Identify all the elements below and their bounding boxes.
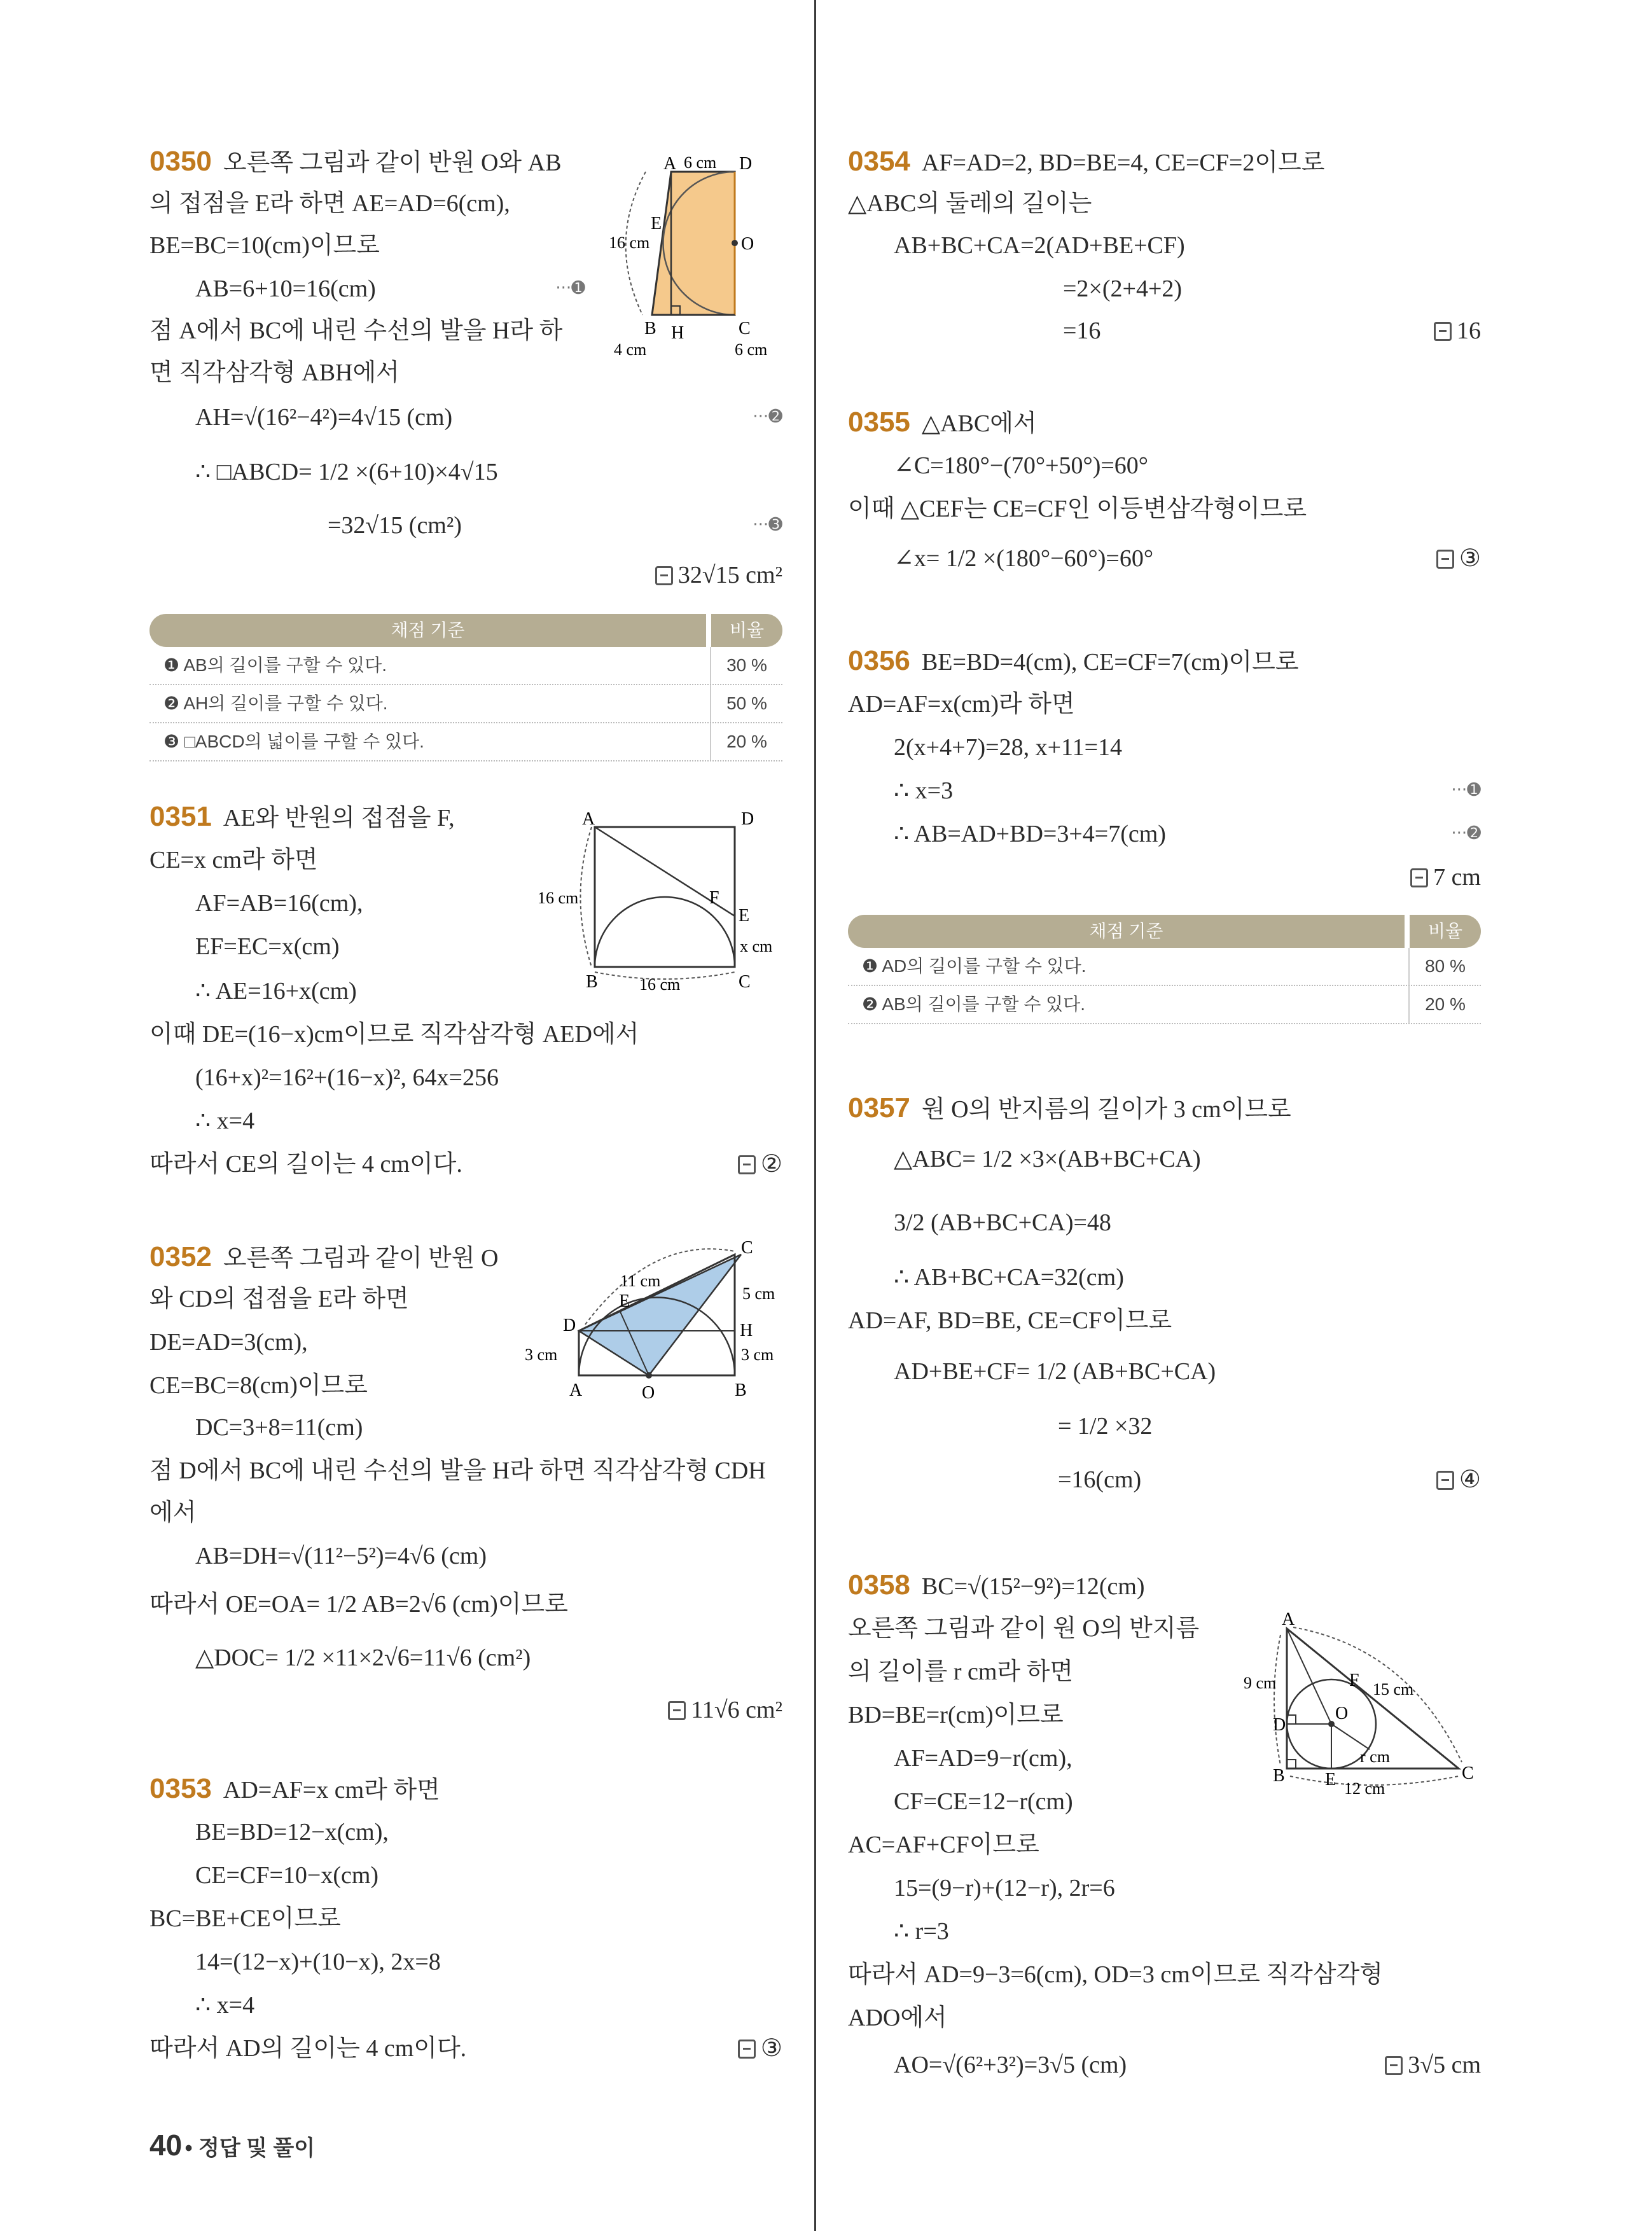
- text-line: 이때 DE=(16−x)cm이므로 직각삼각형 AED에서: [149, 1021, 639, 1048]
- label-left: 3 cm: [525, 1345, 558, 1364]
- label-F: F: [709, 888, 719, 908]
- label-E: E: [651, 214, 662, 233]
- label-O: O: [1335, 1704, 1349, 1723]
- problem-number: 0350: [149, 146, 212, 177]
- text-line: 따라서 CE의 길이는 4 cm이다.: [149, 1151, 462, 1178]
- text-line: CE=CF=10−x(cm): [195, 1862, 379, 1889]
- problem-number: 0355: [848, 407, 910, 438]
- text-line: CF=CE=12−r(cm): [894, 1788, 1073, 1815]
- text-line: AF=AB=16(cm),: [195, 890, 363, 917]
- text-line: ∴ AE=16+x(cm): [195, 978, 357, 1004]
- text-line: AF=AD=9−r(cm),: [894, 1745, 1072, 1772]
- label-r1: 5 cm: [742, 1284, 775, 1303]
- text-line: 오른쪽 그림과 같이 반원 O와 AB: [223, 149, 562, 176]
- text-line: 따라서 OE=OA= 1/2 AB=2√6 (cm)이므로: [149, 1591, 568, 1618]
- problem-number: 0351: [149, 801, 212, 832]
- problem-number: 0354: [848, 146, 910, 177]
- text-line: 점 D에서 BC에 내린 수선의 발을 H라 하면 직각삼각형 CDH: [149, 1457, 766, 1484]
- label-top: 11 cm: [620, 1272, 661, 1290]
- answer-icon: [738, 1155, 756, 1174]
- label-B: B: [735, 1380, 747, 1400]
- label-top: 6 cm: [684, 153, 717, 172]
- label-E: E: [739, 906, 750, 926]
- text-line: CE=x cm라 하면: [149, 847, 318, 873]
- text-line: AB=DH=√(11²−5²)=4√6 (cm): [195, 1543, 487, 1569]
- answer: ④: [1436, 1464, 1481, 1495]
- step-marker: ···➋: [753, 407, 782, 426]
- answer: 7 cm: [1410, 862, 1481, 893]
- table-header: 채점 기준: [848, 915, 1405, 948]
- text-line: =16: [1063, 317, 1101, 344]
- problem-number: 0353: [149, 1773, 212, 1804]
- label-A: A: [582, 809, 595, 829]
- text-line: △DOC= 1/2 ×11×2√6=11√6 (cm²): [195, 1644, 531, 1671]
- problem-number: 0358: [848, 1569, 910, 1601]
- label-hyp: 15 cm: [1373, 1680, 1414, 1699]
- step-marker: ···➊: [1451, 781, 1481, 800]
- text-line: CE=BC=8(cm)이므로: [149, 1372, 368, 1399]
- text-line: 의 접점을 E라 하면 AE=AD=6(cm),: [149, 190, 510, 217]
- page-number: 40: [149, 2129, 183, 2162]
- label-O: O: [741, 234, 754, 254]
- text-line: (16+x)²=16²+(16−x)², 64x=256: [195, 1064, 499, 1091]
- text-line: AD+BE+CF= 1/2 (AB+BC+CA): [894, 1358, 1216, 1385]
- label-A: A: [1282, 1609, 1295, 1629]
- label-E: E: [1325, 1770, 1336, 1790]
- table-row: ❶ AD의 길이를 구할 수 있다. 80 %: [848, 948, 1481, 986]
- label-bl: 4 cm: [614, 340, 647, 359]
- problem-number: 0357: [848, 1092, 910, 1123]
- text-line: 2(x+4+7)=28, x+11=14: [894, 734, 1123, 761]
- text-line: 오른쪽 그림과 같이 원 O의 반지름: [848, 1615, 1200, 1642]
- table-row: ❷ AB의 길이를 구할 수 있다. 20 %: [848, 986, 1481, 1024]
- table-row: ❷ AH의 길이를 구할 수 있다. 50 %: [149, 685, 782, 723]
- label-left: 16 cm: [538, 889, 579, 907]
- figure-0358: [1242, 1609, 1481, 1807]
- text-line: △ABC의 둘레의 길이는: [848, 190, 1092, 217]
- answer: ③: [1436, 543, 1481, 574]
- label-C: C: [739, 319, 751, 338]
- text-line: BC=BE+CE이므로: [149, 1905, 341, 1932]
- column-divider: [814, 0, 816, 2231]
- text-line: ∠C=180°−(70°+50°)=60°: [894, 452, 1149, 479]
- text-line: DE=AD=3(cm),: [149, 1329, 308, 1356]
- text-line: DC=3+8=11(cm): [195, 1414, 363, 1441]
- label-A: A: [569, 1380, 583, 1400]
- table-header: 채점 기준: [149, 614, 706, 647]
- text-line: 따라서 AD=9−3=6(cm), OD=3 cm이므로 직각삼각형: [848, 1961, 1383, 1988]
- text-line: ∴ AB=AD+BD=3+4=7(cm): [894, 821, 1166, 847]
- answer: ③: [738, 2033, 782, 2064]
- text-line: AC=AF+CF이므로: [848, 1831, 1039, 1858]
- table-header: 비율: [1410, 915, 1481, 948]
- text-line: BD=BE=r(cm)이므로: [848, 1702, 1064, 1728]
- text-line: ∠x= 1/2 ×(180°−60°)=60°: [894, 545, 1154, 572]
- answer: 3√5 cm: [1385, 2050, 1481, 2080]
- label-B: B: [644, 319, 656, 338]
- label-bottom: 16 cm: [639, 975, 681, 992]
- table-row: ❶ AB의 길이를 구할 수 있다. 30 %: [149, 647, 782, 685]
- text-line: ∴ □ABCD= 1/2 ×(6+10)×4√15: [195, 459, 498, 485]
- label-A: A: [663, 154, 677, 174]
- label-left: 16 cm: [609, 233, 650, 252]
- footer-label: • 정답 및 풀이: [184, 2136, 316, 2160]
- label-B: B: [1273, 1766, 1285, 1786]
- text-line: 와 CD의 접점을 E라 하면: [149, 1286, 409, 1312]
- table-header: 비율: [711, 614, 782, 647]
- text-line: AD=AF=x(cm)라 하면: [848, 691, 1075, 718]
- label-C: C: [1462, 1763, 1474, 1783]
- text-line: ∴ r=3: [894, 1918, 949, 1945]
- answer: 16: [1434, 316, 1481, 346]
- problem-number: 0356: [848, 645, 910, 676]
- text-line: AB=6+10=16(cm): [195, 275, 376, 302]
- label-B: B: [586, 972, 598, 992]
- text-line: =2×(2+4+2): [1063, 275, 1183, 302]
- text-line: EF=EC=x(cm): [195, 933, 340, 960]
- text-line: 에서: [149, 1499, 197, 1526]
- answer: 32√15 cm²: [655, 560, 782, 590]
- answer: ②: [738, 1149, 782, 1179]
- text-line: 3/2 (AB+BC+CA)=48: [894, 1209, 1111, 1236]
- label-H: H: [671, 323, 684, 343]
- text-line: ∴ AB+BC+CA=32(cm): [894, 1264, 1124, 1291]
- step-marker: ···➌: [753, 515, 782, 534]
- text-line: AO=√(6²+3²)=3√5 (cm): [894, 2052, 1127, 2078]
- answer-icon: [1434, 322, 1452, 341]
- text-line: 따라서 AD의 길이는 4 cm이다.: [149, 2035, 467, 2062]
- answer-icon: [1385, 2056, 1403, 2075]
- trapezoid-shape: [652, 172, 735, 315]
- answer: 11√6 cm²: [668, 1695, 782, 1725]
- text-line: 15=(9−r)+(12−r), 2r=6: [894, 1875, 1115, 1901]
- text-line: AB+BC+CA=2(AD+BE+CF): [894, 232, 1185, 259]
- label-C: C: [741, 1238, 753, 1258]
- label-D: D: [563, 1316, 576, 1335]
- grading-table-2: [848, 915, 1481, 1024]
- label-E: E: [619, 1291, 630, 1311]
- label-right: x cm: [740, 937, 773, 956]
- label-O: O: [642, 1383, 655, 1403]
- text-line: 면 직각삼각형 ABH에서: [149, 359, 399, 386]
- answer-icon: [738, 2040, 756, 2059]
- figure-0351: [538, 802, 779, 992]
- text-line: ∴ x=3: [894, 777, 954, 804]
- label-r: r cm: [1360, 1748, 1390, 1766]
- label-br: 6 cm: [735, 340, 768, 359]
- text-line: AH=√(16²−4²)=4√15 (cm): [195, 404, 453, 431]
- label-C: C: [739, 972, 751, 992]
- grading-table-1: [149, 614, 782, 761]
- text-line: 14=(12−x)+(10−x), 2x=8: [195, 1949, 441, 1975]
- label-left: 9 cm: [1244, 1674, 1277, 1692]
- answer-icon: [655, 566, 673, 585]
- answer-icon: [1436, 550, 1454, 569]
- label-D: D: [741, 809, 754, 829]
- label-H: H: [740, 1321, 753, 1340]
- answer-icon: [1410, 868, 1428, 887]
- text-line: = 1/2 ×32: [1058, 1413, 1153, 1440]
- step-marker: ···➊: [555, 279, 585, 298]
- label-D: D: [1273, 1715, 1286, 1735]
- text-line: ∴ x=4: [195, 1992, 255, 2019]
- problem-number: 0352: [149, 1241, 212, 1272]
- label-D: D: [739, 154, 753, 174]
- table-row: ❸ □ABCD의 넓이를 구할 수 있다. 20 %: [149, 723, 782, 761]
- text-line: BE=BD=12−x(cm),: [195, 1819, 389, 1845]
- text-line: 의 길이를 r cm라 하면: [848, 1658, 1074, 1685]
- text-line: 이때 △CEF는 CE=CF인 이등변삼각형이므로: [848, 496, 1307, 522]
- answer-icon: [1436, 1471, 1454, 1490]
- label-F: F: [1349, 1671, 1359, 1690]
- text-line: ∴ x=4: [195, 1108, 255, 1134]
- label-r2: 3 cm: [741, 1345, 774, 1364]
- step-marker: ···➋: [1451, 824, 1481, 843]
- text-line: =32√15 (cm²): [328, 512, 462, 539]
- text-line: AD=AF, BD=BE, CE=CF이므로: [848, 1307, 1172, 1334]
- text-line: =16(cm): [1058, 1466, 1142, 1493]
- text-line: ADO에서: [848, 2005, 947, 2031]
- figure-0350: [607, 153, 786, 363]
- text-line: BE=BC=10(cm)이므로: [149, 232, 380, 259]
- text-line: △ABC= 1/2 ×3×(AB+BC+CA): [894, 1146, 1201, 1172]
- page-footer: [149, 2128, 315, 2162]
- label-bottom: 12 cm: [1344, 1779, 1385, 1798]
- answer-icon: [668, 1701, 686, 1720]
- text-line: 점 A에서 BC에 내린 수선의 발을 H라 하: [149, 317, 563, 344]
- figure-0352: [525, 1235, 779, 1407]
